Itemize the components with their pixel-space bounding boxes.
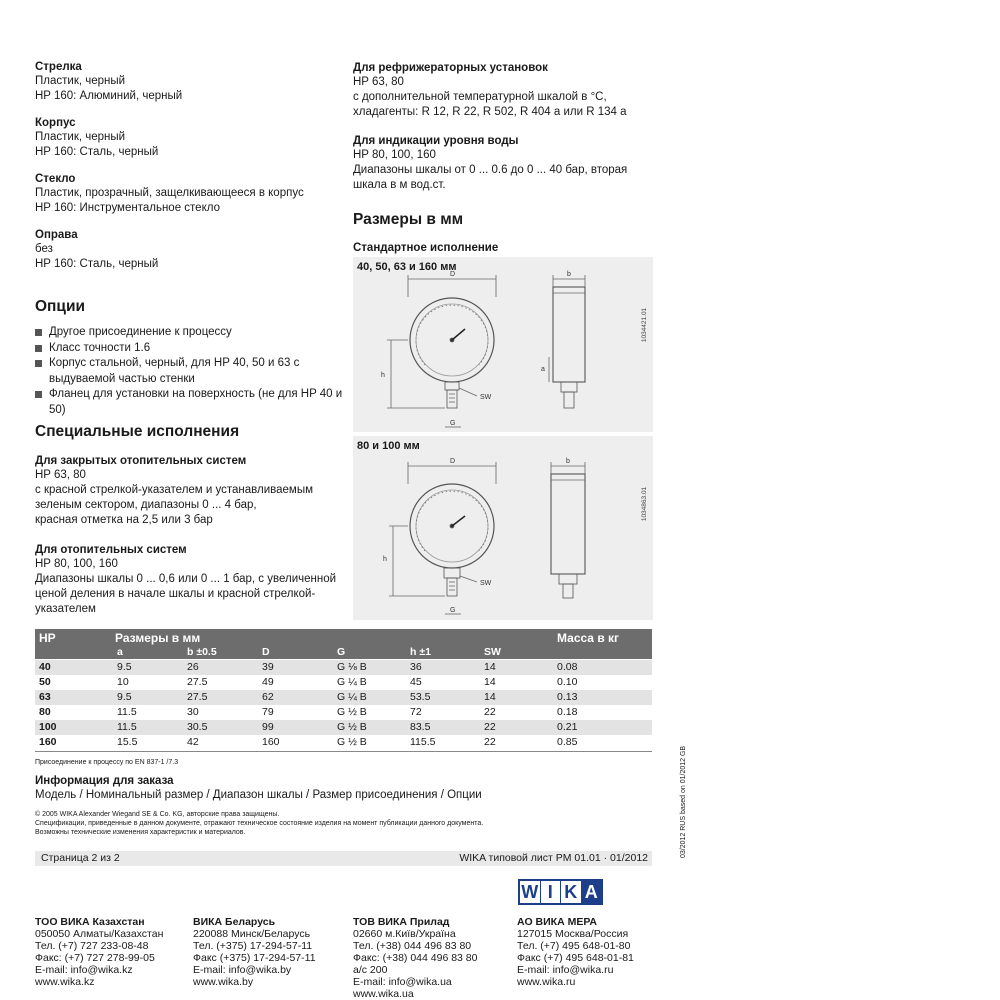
dim-label: a	[541, 366, 545, 373]
address-line: Тел. (+38) 044 496 83 80	[353, 940, 472, 952]
cell-g: G ¼ B	[337, 676, 367, 688]
cell-b: 27.5	[187, 691, 208, 703]
gauge-drawing-2	[353, 436, 653, 620]
address-line: а/с 200	[353, 964, 388, 976]
cell-h: 53.5	[410, 691, 431, 703]
subheader: G	[337, 646, 346, 658]
option-text: Другое присоединение к процессу	[49, 326, 232, 338]
cell-d: 99	[262, 721, 274, 733]
block-line: HP 63, 80	[35, 469, 86, 481]
spec-line: HP 160: Сталь, черный	[35, 146, 159, 158]
spec-block-bezel	[35, 228, 345, 272]
block-line: с дополнительной температурной шкалой в °C,	[353, 91, 607, 103]
cell-d: 62	[262, 691, 274, 703]
block-line: зеленым сектором, диапазоны 0 ... 4 бар,	[35, 499, 257, 511]
list-item-continuation	[35, 372, 355, 388]
cell-b: 30	[187, 706, 199, 718]
legal-line: Возможны технические изменения характеристик и материалов.	[35, 829, 246, 836]
block-line: ценой деления в начале шкалы и красной стрелкой-	[35, 588, 316, 600]
address-line: www.wika.by	[193, 976, 254, 988]
needle	[452, 329, 465, 340]
cell-hp: 100	[39, 721, 57, 733]
table-row	[35, 675, 652, 690]
block-line: красная отметка на 2,5 или 3 бар	[35, 514, 213, 526]
cell-hp: 50	[39, 676, 51, 688]
subheader: D	[262, 646, 270, 658]
cell-a: 15.5	[117, 736, 138, 748]
table-row	[35, 720, 652, 735]
closed-systems-block	[35, 454, 355, 528]
cell-b: 27.5	[187, 676, 208, 688]
sheet-reference: WIKA типовой лист PM 01.01 · 01/2012	[459, 852, 648, 864]
block-line: HP 80, 100, 160	[35, 558, 118, 570]
cell-g: G ¼ B	[337, 691, 367, 703]
page-number: Страница 2 из 2	[41, 852, 120, 864]
block-line: Диапазоны шкалы 0 ... 0,6 или 0 ... 1 бар, с увеличенной	[35, 573, 337, 585]
footer-band	[35, 851, 652, 866]
address-ukraine	[353, 916, 478, 1000]
address-kazakhstan	[35, 916, 163, 988]
cell-h: 36	[410, 661, 422, 673]
drawing-code: 1034421.01	[641, 307, 648, 343]
bullet-icon	[35, 329, 42, 336]
cell-sw: 22	[484, 736, 496, 748]
dim-label: G	[450, 420, 456, 427]
cell-g: G ⅛ B	[337, 661, 367, 673]
block-title: Для закрытых отопительных систем	[35, 455, 247, 467]
bullet-icon	[35, 345, 42, 352]
header-hp: HP	[39, 631, 56, 645]
cell-sw: 14	[484, 691, 496, 703]
company-name: ТОО ВИКА Казахстан	[35, 916, 145, 928]
standard-heading: Стандартное исполнение	[353, 242, 499, 254]
side-view-socket	[559, 574, 577, 584]
table-row	[35, 690, 652, 705]
dim-label: G	[450, 607, 456, 614]
option-text: Корпус стальной, черный, для HP 40, 50 и 63 с	[49, 357, 300, 369]
address-line: www.wika.kz	[35, 976, 95, 988]
address-line: 220088 Минск/Беларусь	[193, 928, 311, 940]
cell-g: G ½ B	[337, 721, 367, 733]
company-name: АО ВИКА МЕРА	[517, 916, 597, 928]
legal-line: © 2005 WIKA Alexander Wiegand SE & Co. KG, авторские права защищены.	[35, 811, 280, 818]
side-view-socket	[561, 382, 577, 392]
refrig-block	[353, 61, 653, 120]
cell-b: 26	[187, 661, 199, 673]
dim-label: b	[566, 458, 570, 465]
table-header	[35, 629, 652, 659]
address-line: 050050 Алматы/Казахстан	[35, 928, 164, 940]
cell-h: 115.5	[410, 736, 436, 748]
cell-a: 11.5	[117, 721, 137, 733]
address-belarus	[193, 916, 316, 988]
table-row	[35, 705, 652, 720]
socket	[444, 568, 460, 578]
option-text: выдуваемой частью стенки	[49, 372, 195, 385]
spec-line: Пластик, черный	[35, 75, 126, 87]
subheader: SW	[484, 646, 501, 658]
side-view-case	[551, 474, 585, 574]
address-line: 02660 м.Київ/Україна	[353, 928, 456, 940]
connection	[447, 578, 457, 596]
dim-label: h	[381, 372, 385, 379]
cell-mass: 0.13	[557, 691, 578, 703]
block-line: Диапазоны шкалы от 0 ... 0.6 до 0 ... 40 бар, вторая	[353, 164, 628, 176]
cell-g: G ½ B	[337, 736, 367, 748]
dim-label: SW	[480, 394, 492, 401]
cell-d: 39	[262, 661, 274, 673]
cell-b: 42	[187, 736, 199, 748]
spec-title: Стрелка	[35, 61, 82, 73]
block-line: хладагенты: R 12, R 22, R 502, R 404 a или R 134 a	[353, 106, 627, 118]
address-line: E-mail: info@wika.by	[193, 964, 292, 976]
legal-line: Спецификации, приведенные в данном документе, отражают техническое состояние изделия на момент публикации данного документа.	[35, 820, 484, 827]
spec-line: HP 160: Алюминий, черный	[35, 90, 183, 102]
options-heading: Опции	[35, 298, 86, 315]
spec-title: Оправа	[35, 229, 78, 241]
needle	[452, 516, 465, 526]
drawing-code: 1034863.01	[641, 486, 648, 522]
dim-label: SW	[480, 580, 492, 587]
cell-hp: 40	[39, 661, 51, 673]
address-line: Тел. (+7) 495 648-01-80	[517, 940, 631, 952]
cell-sw: 22	[484, 706, 496, 718]
table-row	[35, 735, 652, 750]
bullet-icon	[35, 360, 42, 367]
option-text: Фланец для установки на поверхность (не для HP 40 и 50)	[49, 388, 343, 416]
address-line: E-mail: info@wika.kz	[35, 964, 133, 976]
cell-g: G ½ B	[337, 706, 367, 718]
logo-letter: K	[561, 881, 582, 903]
cell-h: 45	[410, 676, 422, 688]
table-row	[35, 660, 652, 675]
cell-a: 9.5	[117, 691, 132, 703]
cell-a: 10	[117, 676, 129, 688]
wika-logo	[518, 879, 603, 905]
block-title: Для индикации уровня воды	[353, 135, 519, 147]
address-line: 127015 Москва/Россия	[517, 928, 629, 940]
options-list	[35, 325, 355, 418]
dim-label: h	[383, 556, 387, 563]
company-name: ТОВ ВИКА Прилад	[353, 916, 450, 928]
cell-hp: 160	[39, 736, 57, 748]
address-line: Тел. (+375) 17-294-57-11	[193, 940, 313, 952]
option-text: Класс точности 1.6	[49, 341, 151, 354]
special-heading: Специальные исполнения	[35, 423, 240, 440]
side-view-connection	[564, 392, 574, 408]
address-line: www.wika.ru	[517, 976, 576, 988]
cell-mass: 0.85	[557, 736, 578, 748]
block-line: указателем	[35, 603, 96, 615]
dimension-line	[459, 388, 477, 396]
block-line: HP 80, 100, 160	[353, 149, 436, 161]
connection	[447, 390, 457, 408]
table-bottom-rule	[35, 751, 652, 752]
cell-sw: 22	[484, 721, 496, 733]
block-line: шкала в м вод.ст.	[353, 179, 446, 191]
block-title: Для отопительных систем	[35, 544, 187, 556]
company-name: ВИКА Беларусь	[193, 916, 276, 928]
spec-block-case	[35, 116, 345, 160]
cell-mass: 0.21	[557, 721, 578, 733]
revision-note: 03/2012 RUS based on 01/2012 GB	[680, 745, 687, 858]
subheader: h ±1	[410, 646, 431, 658]
list-item	[35, 341, 355, 357]
order-text: Модель / Номинальный размер / Диапазон шкалы / Размер присоединения / Опции	[35, 789, 482, 801]
spec-line: без	[35, 243, 53, 255]
socket	[445, 382, 459, 390]
gauge-drawing-1	[353, 257, 653, 432]
spec-title: Стекло	[35, 173, 76, 185]
dim-label: D	[450, 271, 456, 278]
dim-label: b	[567, 271, 571, 278]
dimensions-heading: Размеры в мм	[353, 211, 464, 228]
list-item	[35, 325, 355, 341]
logo-letters	[520, 881, 601, 903]
water-block	[353, 134, 653, 193]
dimension-line	[460, 576, 477, 582]
cell-a: 11.5	[117, 706, 137, 718]
logo-letter: I	[541, 881, 562, 903]
address-line: Факс (+375) 17-294-57-11	[193, 952, 316, 964]
header-dimensions: Размеры в мм	[115, 631, 201, 645]
table-footnote: Присоединение к процессу по EN 837-1 /7.3	[35, 759, 179, 766]
address-line: Факс: (+38) 044 496 83 80	[353, 952, 478, 964]
subheader: a	[117, 646, 123, 658]
list-item	[35, 356, 355, 372]
cell-d: 79	[262, 706, 274, 718]
spec-block-glass	[35, 172, 345, 216]
legal-notice	[35, 810, 655, 837]
left-column	[35, 60, 345, 272]
address-line: Факс (+7) 495 648-01-81	[517, 952, 634, 964]
cell-mass: 0.10	[557, 676, 578, 688]
cell-d: 160	[262, 736, 280, 748]
side-view-case	[553, 287, 585, 382]
bullet-icon	[35, 391, 42, 398]
spec-block-pointer	[35, 60, 345, 104]
spec-line: HP 160: Инструментальное стекло	[35, 202, 220, 214]
address-line: Тел. (+7) 727 233-08-48	[35, 940, 149, 952]
cell-hp: 63	[39, 691, 51, 703]
drawing-label: 80 и 100 мм	[357, 440, 420, 452]
block-title: Для рефрижераторных установок	[353, 62, 548, 74]
address-line: Факс: (+7) 727 278-99-05	[35, 952, 155, 964]
spec-title: Корпус	[35, 117, 76, 129]
logo-letter: W	[520, 881, 541, 903]
spec-line: HP 160: Сталь, черный	[35, 258, 159, 270]
header-mass: Масса в кг	[557, 631, 620, 645]
subheader: b ±0.5	[187, 646, 217, 658]
cell-mass: 0.08	[557, 661, 578, 673]
cell-h: 83.5	[410, 721, 431, 733]
spec-line: Пластик, прозрачный, защелкивающееся в корпус	[35, 187, 304, 199]
block-line: с красной стрелкой-указателем и устанавливаемым	[35, 484, 314, 496]
drawing-label: 40, 50, 63 и 160 мм	[357, 261, 457, 273]
side-view-connection	[563, 584, 573, 598]
block-line: HP 63, 80	[353, 76, 404, 88]
heating-systems-block	[35, 543, 355, 617]
address-line: E-mail: info@wika.ua	[353, 976, 452, 988]
cell-sw: 14	[484, 661, 496, 673]
address-line: www.wika.ua	[353, 988, 414, 1000]
cell-mass: 0.18	[557, 706, 578, 718]
cell-d: 49	[262, 676, 274, 688]
address-line: E-mail: info@wika.ru	[517, 964, 614, 976]
cell-h: 72	[410, 706, 422, 718]
address-russia	[517, 916, 634, 988]
spec-line: Пластик, черный	[35, 131, 126, 143]
order-title: Информация для заказа	[35, 775, 174, 787]
cell-hp: 80	[39, 706, 51, 718]
cell-b: 30.5	[187, 721, 208, 733]
dim-label: D	[450, 458, 456, 465]
logo-letter: A	[582, 881, 602, 903]
cell-a: 9.5	[117, 661, 132, 673]
cell-sw: 14	[484, 676, 496, 688]
list-item	[35, 387, 355, 418]
